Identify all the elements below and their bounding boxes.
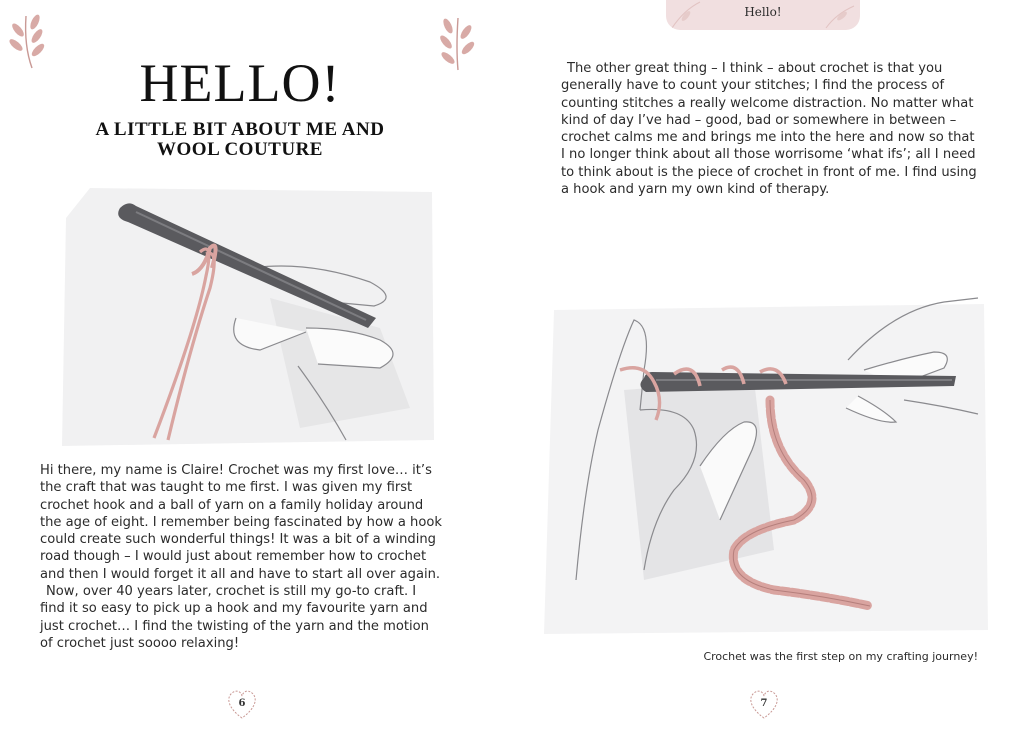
crochet-hook-illustration: [50, 178, 442, 450]
right-page: [512, 0, 1024, 733]
page-title: HELLO!: [139, 53, 341, 113]
image-caption: Crochet was the first step on my crafting journey!: [703, 650, 978, 663]
paragraph: Now, over 40 years later, crochet is still my go-to craft. I find it so easy to pick up a hook and my favourite yarn and just crochet… I find the twisting of the yarn and the motion of crochet just soooo relaxing!: [40, 584, 429, 651]
paragraph: The other great thing – I think – about crochet is that you generally have to count your stitches; I find the process of counting stitches a really welcome distraction. No matter what kind of day I’ve had – good, bad or somewhere in between – crochet calms me and brings me into the here and now so that I no longer think about all those worrisome ‘what ifs’; all I need to think about is the piece of crochet in front of me. I find using a hook and yarn my own kind of therapy.: [561, 61, 977, 198]
page-number-badge: [222, 684, 262, 724]
page-subtitle: A LITTLE BIT ABOUT ME AND WOOL COUTURE: [95, 119, 385, 160]
page-number: 6: [238, 698, 246, 709]
crochet-chain-illustration: [524, 290, 994, 640]
page-number-badge: [744, 684, 784, 724]
paragraph: Hi there, my name is Claire! Crochet was my first love… it’s the craft that was taught to me first. I was given my first crochet hook and a ball of yarn on a family holiday around the age of eight. I remember being fascinated by how a hook could create such wonderful things! It was a bit of a winding road though – I would just about remember how to crochet and then I would forget it all and have to start all over again.: [40, 463, 442, 582]
left-body-text: [40, 462, 442, 652]
page-number: 7: [760, 698, 768, 709]
right-body-text: [561, 60, 977, 198]
header-tab-label: Hello!: [744, 5, 782, 19]
section-header-tab: [666, 0, 860, 30]
